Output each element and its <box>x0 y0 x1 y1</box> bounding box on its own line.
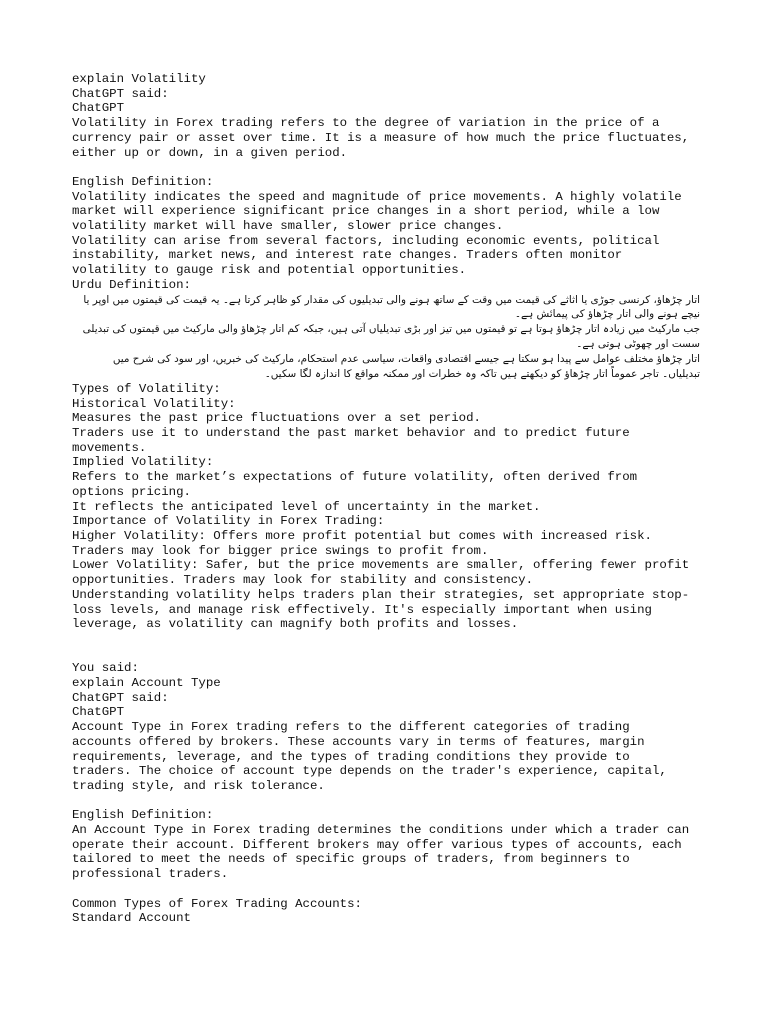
english-definition-line: operate their account. Different brokers may offer various types of accounts, each <box>72 837 682 852</box>
detail-line: Measures the past price fluctuations over a set period. <box>72 411 481 426</box>
detail-line: Traders use it to understand the past market behavior and to predict future <box>72 426 630 441</box>
urdu-definition-paragraph: اتار چڑھاؤ، کرنسی جوڑی یا اثاثے کی قیمت میں وقت کے ساتھ ہونے والی تبدیلیوں کی مقدار کو ظاہر کرتا ہے۔ یہ قیمت کی قیمتوں میں اوپر یا نیچے ہونے والی اتار چڑھاؤ کی پیمائش ہے۔ <box>83 293 700 321</box>
detail-line: Traders may look for bigger price swings to profit from. <box>72 543 489 558</box>
english-definition-line: volatility to gauge risk and potential opportunities. <box>72 263 467 278</box>
user-prompt: explain Account Type <box>72 676 221 691</box>
conversation-volatility <box>72 72 700 632</box>
blank-line <box>72 882 700 897</box>
conversation-account-type <box>72 661 700 926</box>
english-definition-line: Volatility can arise from several factors, including economic events, political <box>72 233 660 248</box>
detail-line: loss levels, and manage risk effectively. It's especially important when using <box>72 602 652 617</box>
detail-line: Higher Volatility: Offers more profit potential but comes with increased risk. <box>72 529 652 543</box>
english-definition-line: tailored to meet the needs of specific groups of traders, from beginners to <box>72 852 630 867</box>
intro-line: accounts offered by brokers. These accounts vary in terms of features, margin <box>72 734 645 749</box>
english-definition-line: An Account Type in Forex trading determines the conditions under which a trader can <box>72 823 690 838</box>
english-definition-line: professional traders. <box>72 867 229 882</box>
blank-lines <box>72 632 700 661</box>
urdu-definition-heading: Urdu Definition: <box>72 277 191 292</box>
detail-line: opportunities. Traders may look for stability and consistency. <box>72 573 534 588</box>
detail-line: leverage, as volatility can magnify both profits and losses. <box>72 617 519 632</box>
intro-line: traders. The choice of account type depends on the trader's experience, capital, <box>72 764 667 779</box>
english-definition-line: instability, market news, and interest rate changes. Traders often monitor <box>72 248 623 263</box>
english-definition-line: Volatility indicates the speed and magnitude of price movements. A highly volatile <box>72 189 682 204</box>
english-definition-line: market will experience significant price changes in a short period, while a low <box>72 204 660 219</box>
detail-line: It reflects the anticipated level of uncertainty in the market. <box>72 499 541 514</box>
assistant-name: ChatGPT <box>72 101 125 116</box>
detail-line: Implied Volatility: <box>72 455 214 470</box>
assistant-said-label: ChatGPT said: <box>72 690 169 705</box>
english-definition-heading: English Definition: <box>72 808 214 823</box>
urdu-definition-paragraph: جب مارکیٹ میں زیادہ اتار چڑھاؤ ہوتا ہے تو قیمتوں میں تیز اور بڑی تبدیلیاں آتی ہیں، جبکہ کم اتار چڑھاؤ والی مارکیٹ میں قیمتوں کی تبدیلی سست اور چھوٹی ہوتی ہے۔ <box>82 323 700 351</box>
detail-line: Lower Volatility: Safer, but the price movements are smaller, offering fewer profit <box>72 558 690 573</box>
user-prompt: explain Volatility <box>72 72 206 86</box>
blank-line <box>72 794 700 809</box>
assistant-name: ChatGPT <box>72 705 125 720</box>
urdu-definition-paragraph: اتار چڑھاؤ مختلف عوامل سے پیدا ہو سکتا ہے جیسے اقتصادی واقعات، سیاسی عدم استحکام، مارکیٹ کی خبریں، اور سود کی شرح میں تبدیلیاں۔ تاجر عموماً اتار چڑھاؤ کو دیکھتے ہیں تاکہ وہ خطرات اور ممکنہ مواقع کا اندازہ لگا سکیں۔ <box>112 353 700 381</box>
account-types-heading: Common Types of Forex Trading Accounts: <box>72 896 362 911</box>
intro-line: trading style, and risk tolerance. <box>72 778 325 793</box>
blank-line <box>72 160 700 175</box>
english-definition-line: volatility market will have smaller, slower price changes. <box>72 219 504 234</box>
intro-line: requirements, leverage, and the types of trading conditions they provide to <box>72 749 630 764</box>
user-said-label: You said: <box>72 661 139 676</box>
intro-line: Volatility in Forex trading refers to the degree of variation in the price of a <box>72 116 660 131</box>
detail-line: movements. <box>72 440 147 455</box>
detail-line: Understanding volatility helps traders plan their strategies, set appropriate stop- <box>72 587 690 602</box>
intro-line: either up or down, in a given period. <box>72 145 348 160</box>
account-type-item: Standard Account <box>72 911 191 926</box>
document-page <box>72 72 700 926</box>
assistant-said-label: ChatGPT said: <box>72 86 169 101</box>
intro-line: Account Type in Forex trading refers to the different categories of trading <box>72 720 630 735</box>
detail-line: Importance of Volatility in Forex Trading: <box>72 514 385 529</box>
detail-line: options pricing. <box>72 484 191 499</box>
detail-line: Types of Volatility: <box>72 381 221 396</box>
english-definition-heading: English Definition: <box>72 174 214 189</box>
detail-line: Historical Volatility: <box>72 396 236 411</box>
intro-line: currency pair or asset over time. It is a measure of how much the price fluctuates, <box>72 130 690 145</box>
detail-line: Refers to the market’s expectations of future volatility, often derived from <box>72 470 638 485</box>
